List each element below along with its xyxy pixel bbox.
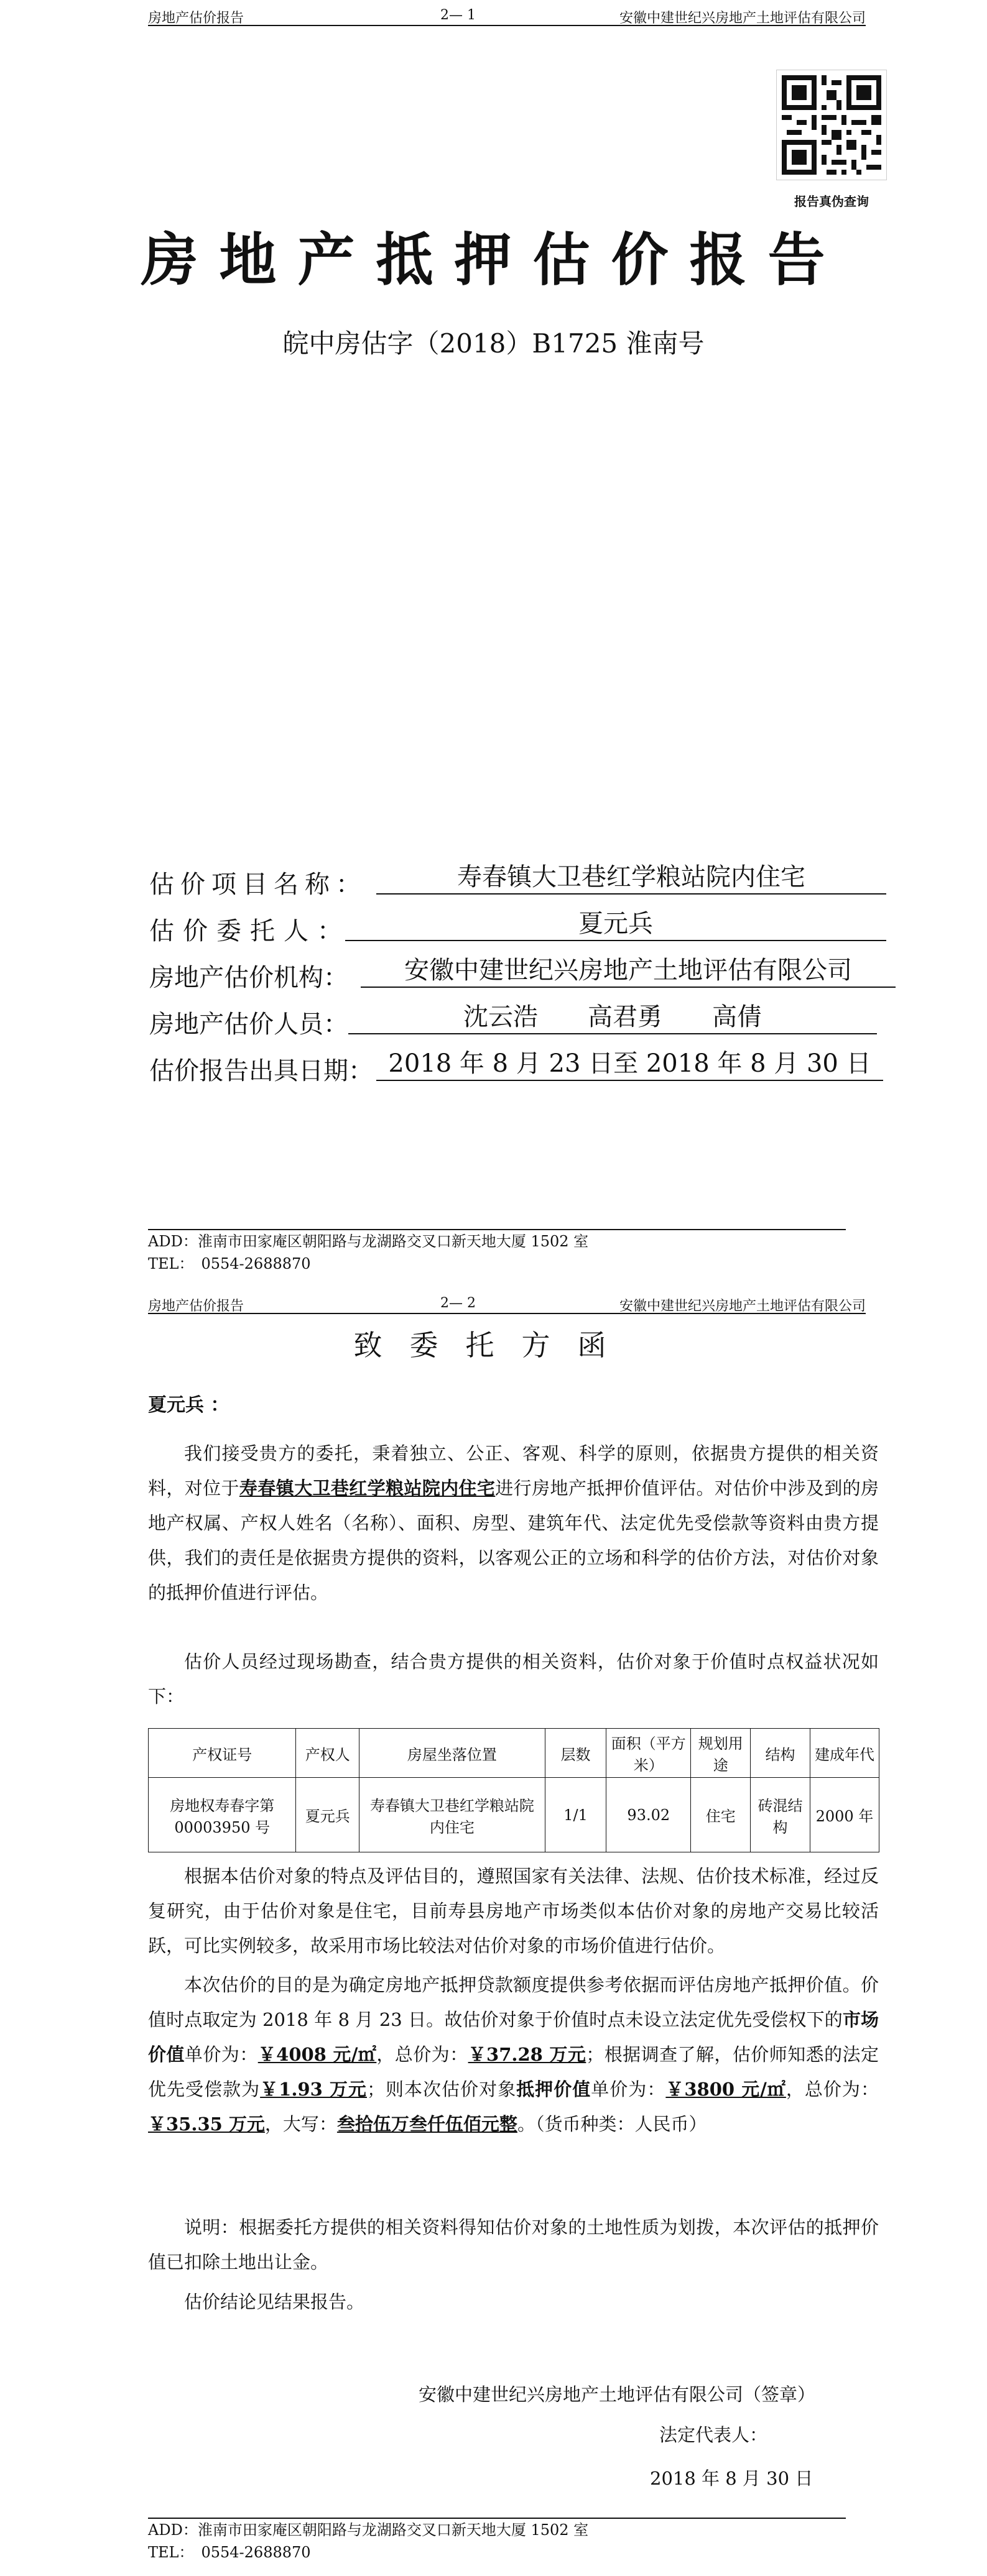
letter-paragraph-5: 说明：根据委托方提供的相关资料得知估价对象的土地性质为划拨，本次评估的抵押价值已扣除土地出让金。: [148, 2217, 879, 2273]
header-right: 安徽中建世纪兴房地产土地评估有限公司: [619, 11, 866, 26]
letter-title: 致委托方函: [353, 1328, 634, 1362]
table-cell: 1/1: [545, 1778, 606, 1852]
table-header: 产权人: [296, 1729, 359, 1778]
table-cell: 93.02: [606, 1778, 691, 1852]
table-header: 规划用途: [691, 1729, 751, 1778]
footer-phone: TEL： 0554-2688870: [148, 1255, 311, 1272]
table-header-row: [149, 1729, 879, 1778]
text-run: ；根据调查了解，估价师知悉的法定优先受偿款为: [148, 2044, 879, 2100]
text-run: ，总价为：: [376, 2044, 468, 2065]
footer-address: ADD：淮南市田家庵区朝阳路与龙湖路交叉口新天地大厦 1502 室: [148, 2521, 589, 2539]
priority-claim-amount: ￥1.93 万元: [260, 2079, 367, 2100]
text-run: 。（货币种类：人民币）: [517, 2114, 707, 2135]
table-cell: 夏元兵: [296, 1778, 359, 1852]
footer-phone: TEL： 0554-2688870: [148, 2544, 311, 2561]
table-cell: 砖混结构: [751, 1778, 810, 1852]
signature-date: 2018 年 8 月 30 日: [650, 2468, 813, 2489]
table-row: [149, 1778, 879, 1852]
text-run: 进行房地产抵押价值评估。对估价中涉及到的房地产权属、产权人姓名（名称）、面积、房型、建筑年代、法定优先受偿款等资料由贵方提供，我们的责任是依据贵方提供的资料，以客观公正的立场和科学的估价方法，对估价对象的抵押价值进行评估。: [148, 1478, 879, 1603]
field-label: 房地产估价机构：: [149, 964, 348, 992]
table-cell: 房地权寿春字第 00003950 号: [149, 1778, 296, 1852]
market-unit-price: ￥4008 元/㎡: [257, 2044, 377, 2065]
legal-representative: 法定代表人：: [659, 2424, 768, 2445]
property-table: [148, 1728, 879, 1852]
field-label: 估价项目名称：: [149, 870, 367, 899]
table-cell: 2000 年: [810, 1778, 879, 1852]
field-value: 寿春镇大卫巷红学粮站院内住宅: [376, 861, 886, 895]
page-header: [148, 1295, 866, 1314]
market-total-price: ￥37.28 万元: [468, 2044, 586, 2065]
amount-in-words: 叁拾伍万叁仟伍佰元整: [336, 2114, 517, 2135]
table-header: 结构: [751, 1729, 810, 1778]
letter-paragraph-3: 根据本估价对象的特点及评估目的，遵照国家有关法律、法规、估价技术标准，经过反复研究，由于估价对象是住宅，目前寿县房地产市场类似本估价对象的房地产交易比较活跃，可比实例较多，故采用市场比较法对估价对象的市场价值进行估价。: [148, 1865, 879, 1956]
text-run: 我们接受贵方的委托，秉着独立、公正、客观、科学的原则，依据贵方提供的相关资料，对位于: [148, 1443, 879, 1499]
table-header: 层数: [545, 1729, 606, 1778]
field-label: 估价报告出具日期：: [149, 1057, 373, 1085]
header-left: 房地产估价报告: [148, 11, 244, 26]
table-header: 建成年代: [810, 1729, 879, 1778]
text-run: 单价为：: [184, 2044, 258, 2065]
valuation-object: 寿春镇大卫巷红学粮站院内住宅: [239, 1478, 496, 1499]
text-run: ；则本次估价对象: [366, 2079, 517, 2100]
mortgage-value-label: 抵押价值: [516, 2079, 591, 2100]
field-value: 夏元兵: [345, 908, 886, 941]
field-value: 安徽中建世纪兴房地产土地评估有限公司: [361, 954, 896, 988]
letter-paragraph-4: [148, 1967, 879, 2141]
mortgage-unit-price: ￥3800 元/㎡: [665, 2079, 786, 2100]
table-cell: 寿春镇大卫巷红学粮站院内住宅: [359, 1778, 545, 1852]
header-left: 房地产估价报告: [148, 1299, 244, 1314]
report-title: 房地产抵押估价报告: [141, 226, 846, 293]
text-run: 本次估价的目的是为确定房地产抵押贷款额度提供参考依据而评估房地产抵押价值。价值时点取定为 2018 年 8 月 23 日。故估价对象于价值时点未设立法定优先受偿权下的: [148, 1974, 879, 2030]
header-right: 安徽中建世纪兴房地产土地评估有限公司: [619, 1299, 866, 1314]
field-value: 2018 年 8 月 23 日至 2018 年 8 月 30 日: [376, 1047, 883, 1081]
page-footer: [148, 2518, 846, 2564]
letter-salutation: 夏元兵 ：: [148, 1394, 229, 1416]
letter-paragraph-1: [148, 1436, 879, 1610]
footer-address: ADD：淮南市田家庵区朝阳路与龙湖路交叉口新天地大厦 1502 室: [148, 1233, 589, 1250]
table-header: 产权证号: [149, 1729, 296, 1778]
company-seal-line: 安徽中建世纪兴房地产土地评估有限公司（签章）: [419, 2384, 816, 2405]
market-value-label: 市场价值: [148, 2009, 879, 2065]
field-label: 房地产估价人员：: [149, 1010, 348, 1039]
qr-caption: 报告真伪查询: [794, 194, 869, 209]
table-cell: 住宅: [691, 1778, 751, 1852]
text-run: ，大写：: [264, 2114, 337, 2135]
table-header: 房屋坐落位置: [359, 1729, 545, 1778]
field-value: 沈云浩 高君勇 高倩: [348, 1001, 877, 1034]
table-header: 面积（平方米）: [606, 1729, 691, 1778]
text-run: ，总价为：: [785, 2079, 879, 2100]
text-run: 单价为：: [591, 2079, 666, 2100]
document-number: 皖中房估字（2018）B1725 淮南号: [282, 328, 705, 359]
header-page-number: 2— 1: [440, 7, 476, 23]
field-label: 估价委托人：: [149, 917, 351, 945]
letter-paragraph-2: 估价人员经过现场勘查，结合贵方提供的相关资料，估价对象于价值时点权益状况如下：: [148, 1651, 879, 1707]
mortgage-total-price: ￥35.35 万元: [148, 2114, 265, 2135]
header-page-number: 2— 2: [440, 1295, 476, 1311]
letter-paragraph-6: 估价结论见结果报告。: [184, 2291, 365, 2312]
